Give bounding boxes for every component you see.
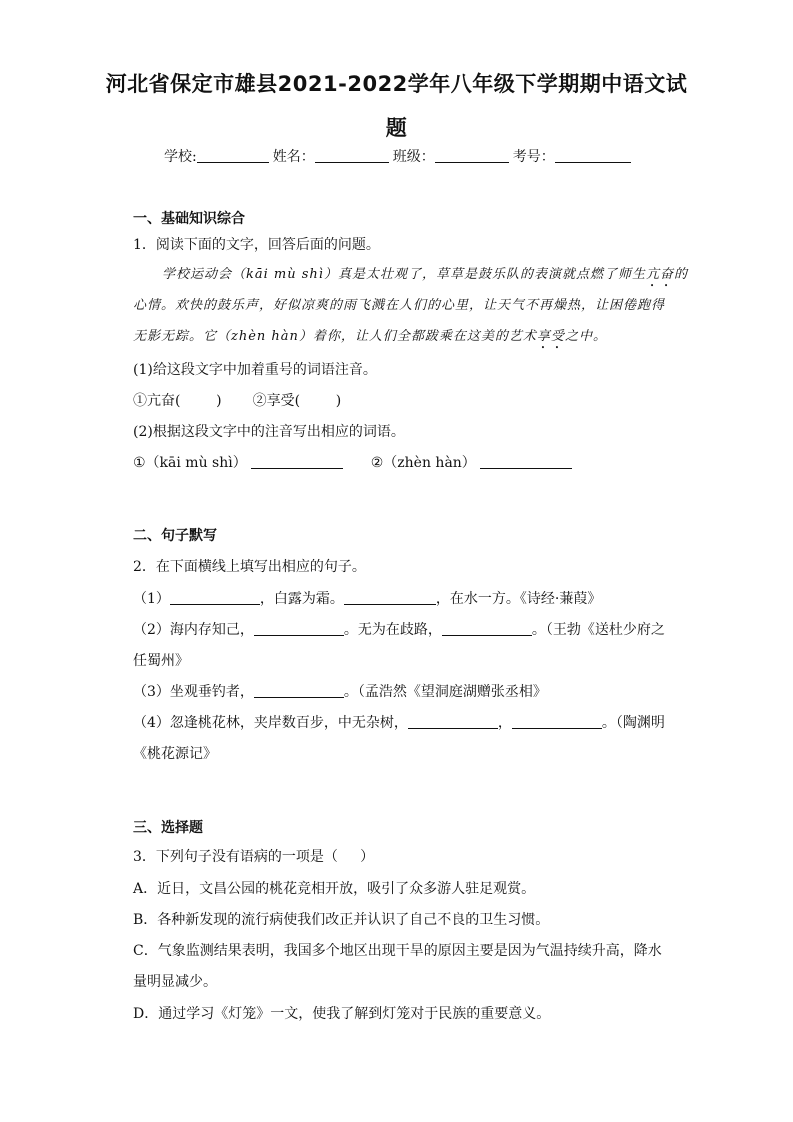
- passage-line1-end: 的: [673, 267, 688, 282]
- q2-line1: [133, 588, 601, 608]
- passage-line3: [133, 325, 607, 352]
- section2-heading: 二、句子默写: [133, 528, 217, 544]
- q2-line2-prefix: （2）海内存知己，: [133, 622, 254, 638]
- q2-line1-middle: ，白露为霜。: [259, 591, 344, 607]
- q2-line1-suffix: ，在水一方。《诗经·蒹葭》: [435, 591, 602, 607]
- q1-sub2-answers: [133, 452, 572, 472]
- passage-emphasis-kangfen: 亢奋: [645, 267, 674, 282]
- exam-number-label: 考号：: [512, 149, 555, 165]
- q2-line4: [133, 712, 665, 732]
- q2-line4-blank2[interactable]: [512, 714, 602, 729]
- q3-option-c[interactable]: C．气象监测结果表明，我国多个地区出现干旱的原因主要是因为气温持续升高，降水: [133, 943, 662, 959]
- passage-line3-text: 无影无踪。它（zhèn hàn）着你，让人们全都跋乘在这美的艺术: [133, 329, 537, 344]
- passage-line1: [162, 263, 688, 290]
- q1-sub2-b-blank[interactable]: [480, 454, 572, 469]
- passage-line1-text: 学校运动会（kāi mù shì）真是太壮观了，草草是鼓乐队的表演就点燃了师生: [162, 267, 646, 282]
- q2-line2-blank1[interactable]: [254, 621, 344, 636]
- class-label: 班级：: [392, 149, 435, 165]
- name-label: 姓名：: [272, 149, 315, 165]
- section3-heading: 三、选择题: [133, 820, 203, 836]
- q3-option-c-continued: 量明显减少。: [133, 974, 217, 990]
- q2-line4-continued: 《桃花源记》: [133, 746, 217, 762]
- q2-line1-blank1[interactable]: [170, 590, 260, 605]
- q1-stem: 1．阅读下面的文字，回答后面的问题。: [133, 237, 380, 253]
- q2-line2-blank2[interactable]: [442, 621, 532, 636]
- passage-line3-end: 之中。: [564, 329, 607, 344]
- exam-title-line2: 题: [385, 116, 408, 140]
- q2-stem: 2．在下面横线上填写出相应的句子。: [133, 559, 366, 575]
- q3-option-a[interactable]: A．近日，文昌公园的桃花竞相开放，吸引了众多游人驻足观赏。: [133, 881, 536, 897]
- q1-sub1-items: ①亢奋( ) ②享受( ): [133, 393, 342, 409]
- exam-title-line1: 河北省保定市雄县2021-2022学年八年级下学期期中语文试: [105, 72, 688, 96]
- q2-line4-suffix: 。（陶渊明: [601, 715, 665, 731]
- q1-sub2-a-blank[interactable]: [251, 454, 343, 469]
- name-blank[interactable]: [315, 148, 389, 163]
- q2-line2-continued: 任蜀州》: [133, 653, 189, 669]
- q2-line3: [133, 681, 547, 701]
- q2-line2-middle: 。无为在歧路，: [343, 622, 442, 638]
- q2-line3-suffix: 。（孟浩然《望洞庭湖赠张丞相》: [343, 684, 547, 700]
- q1-sub2-a-label: ①（kāi mù shì）: [133, 455, 247, 471]
- exam-number-blank[interactable]: [555, 148, 631, 163]
- q3-stem: 3．下列句子没有语病的一项是（ ）: [133, 849, 375, 865]
- q1-sub2-b-label: ②（zhèn hàn）: [370, 455, 476, 471]
- q2-line1-blank2[interactable]: [344, 590, 436, 605]
- q3-option-d[interactable]: D．通过学习《灯笼》一文，使我了解到灯笼对于民族的重要意义。: [133, 1006, 551, 1022]
- passage-line2: 心情。欢快的鼓乐声，好似凉爽的雨飞溅在人们的心里，让天气不再燥热，让困倦跑得: [133, 298, 666, 313]
- q2-line4-prefix: （4）忽逢桃花林，夹岸数百步，中无杂树，: [133, 715, 408, 731]
- q2-line1-prefix: （1）: [133, 591, 170, 607]
- passage-emphasis-xiangshou: 享受: [536, 329, 565, 344]
- q1-sub1: (1)给这段文字中加着重号的词语注音。: [133, 362, 377, 378]
- q2-line2-suffix: 。（王勃《送杜少府之: [531, 622, 665, 638]
- class-blank[interactable]: [435, 148, 509, 163]
- school-label: 学校:: [164, 149, 197, 165]
- q2-line3-blank[interactable]: [254, 683, 344, 698]
- section1-heading: 一、基础知识综合: [133, 211, 245, 227]
- q2-line4-blank1[interactable]: [408, 714, 498, 729]
- q2-line4-middle: ，: [497, 715, 512, 731]
- student-info-row: [164, 146, 635, 166]
- q2-line3-prefix: （3）坐观垂钓者，: [133, 684, 254, 700]
- school-blank[interactable]: [197, 148, 269, 163]
- q1-sub2: (2)根据这段文字中的注音写出相应的词语。: [133, 424, 405, 440]
- q3-option-b[interactable]: B．各种新发现的流行病使我们改正并认识了自己不良的卫生习惯。: [133, 912, 550, 928]
- q2-line2: [133, 619, 665, 639]
